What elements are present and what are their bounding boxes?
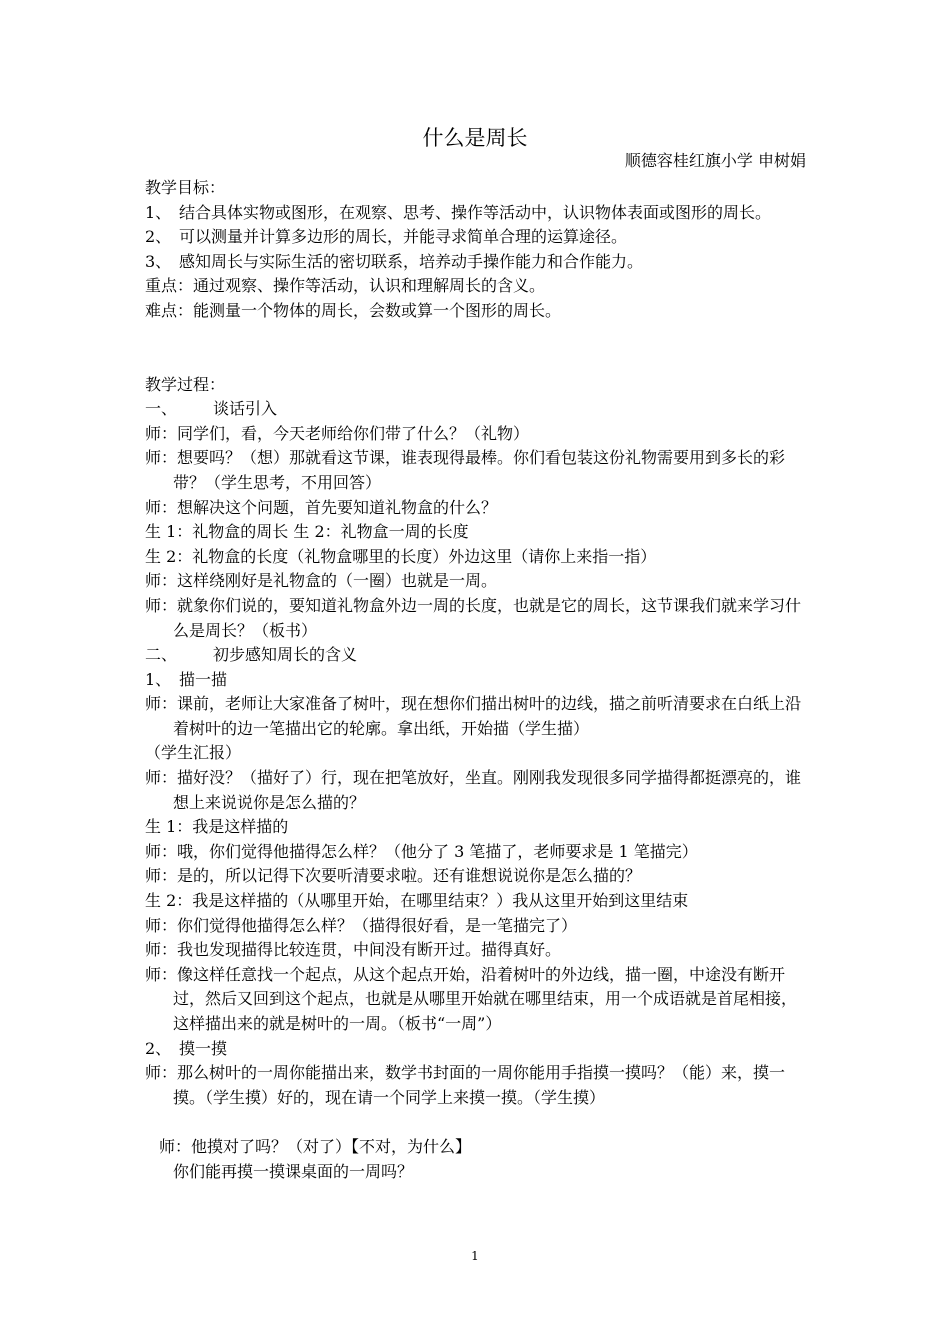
goal-number: 1、 xyxy=(145,202,172,222)
subsection-title: 描一描 xyxy=(179,669,228,689)
dialogue-line: 师：想要吗？（想）那就看这节课，谁表现得最棒。你们看包装这份礼物需要用到多长的彩带？（学生思考，不用回答） xyxy=(145,448,786,492)
dialogue-line: 师：你们觉得他描得怎么样？（描得很好看，是一笔描完了） xyxy=(145,915,578,935)
dialogue-line: 生 1：我是这样描的 xyxy=(145,817,289,837)
goal-item xyxy=(145,201,810,226)
page-number: 1 xyxy=(471,1249,479,1263)
section-title: 初步感知周长的含义 xyxy=(213,645,358,665)
document-title: 什么是周长 xyxy=(422,126,528,150)
subsection-title: 摸一摸 xyxy=(179,1038,228,1058)
dialogue-line: 师：他摸对了吗？（对了）【不对，为什么】 xyxy=(159,1136,472,1156)
dialogue-line: 你们能再摸一摸课桌面的一周吗？ xyxy=(173,1161,414,1181)
document-body xyxy=(145,176,810,1184)
dialogue-line: 生 2：我是这样描的（从哪里开始，在哪里结束？）我从这里开始到这里结束 xyxy=(145,891,689,911)
dialogue-line: 师：就象你们说的，要知道礼物盒外边一周的长度，也就是它的周长，这节课我们就来学习什么是周长？（板书） xyxy=(145,595,802,640)
dialogue-line: 师：同学们，看，今天老师给你们带了什么？（礼物） xyxy=(145,423,530,443)
document-author: 顺德容桂红旗小学 申树娟 xyxy=(624,151,806,170)
difficulty-point: 难点：能测量一个物体的周长，会数或算一个图形的周长。 xyxy=(145,300,562,320)
goal-text: 感知周长与实际生活的密切联系，培养动手操作能力和合作能力。 xyxy=(179,251,644,271)
goal-item xyxy=(145,250,810,275)
goal-item xyxy=(145,225,810,250)
section-number: 二、 xyxy=(145,645,178,665)
spacer xyxy=(145,324,810,373)
subsection-number: 1、 xyxy=(145,669,172,689)
dialogue-line: 师：我也发现描得比较连贯，中间没有断开过。描得真好。 xyxy=(145,940,562,960)
goal-text: 结合具体实物或图形，在观察、思考、操作等活动中，认识物体表面或图形的周长。 xyxy=(179,202,772,222)
dialogue-line: 师：哦，你们觉得他描得怎么样？（他分了 3 笔描了，老师要求是 1 笔描完） xyxy=(145,841,698,861)
goal-number: 3、 xyxy=(145,251,172,271)
dialogue-line: 师：课前，老师让大家准备了树叶，现在想你们描出树叶的边线，描之前听清要求在白纸上沿着树叶的边一笔描出它的轮廓。拿出纸，开始描（学生描） xyxy=(145,694,802,738)
goal-text: 可以测量并计算多边形的周长，并能寻求简单合理的运算途径。 xyxy=(179,227,628,247)
dialogue-line: 生 2：礼物盒的长度（礼物盒哪里的长度）外边这里（请你上来指一指） xyxy=(145,546,657,566)
section-title: 谈话引入 xyxy=(213,399,278,419)
dialogue-line: 生 1：礼物盒的周长 生 2：礼物盒一周的长度 xyxy=(145,522,469,542)
subsection-heading xyxy=(145,1037,810,1062)
section-heading xyxy=(145,397,810,422)
key-point: 重点：通过观察、操作等活动，认识和理解周长的含义。 xyxy=(145,276,546,296)
dialogue-line: 师：这样绕刚好是礼物盒的（一圈）也就是一周。 xyxy=(145,571,498,591)
subsection-heading xyxy=(145,668,810,693)
dialogue-line: 师：那么树叶的一周你能描出来，数学书封面的一周你能用手指摸一摸吗？（能）来，摸一摸。（学生摸）好的，现在请一个同学上来摸一摸。（学生摸） xyxy=(145,1063,786,1107)
dialogue-line: （学生汇报） xyxy=(145,743,242,763)
dialogue-line: 师：想解决这个问题，首先要知道礼物盒的什么？ xyxy=(145,497,498,517)
spacer xyxy=(145,1110,810,1135)
dialogue-line: 师：是的，所以记得下次要听清要求啦。还有谁想说说你是怎么描的？ xyxy=(145,866,642,886)
dialogue-line: 师：像这样任意找一个起点，从这个起点开始，沿着树叶的外边线，描一圈，中途没有断开过，然后又回到这个起点，也就是从哪里开始就在哪里结束，用一个成语就是首尾相接，这样描出来的就是树叶的一周。（板书“一周”） xyxy=(145,964,798,1033)
subsection-number: 2、 xyxy=(145,1038,172,1058)
section-heading xyxy=(145,643,810,668)
section-number: 一、 xyxy=(145,399,178,419)
dialogue-line: 师：描好没？（描好了）行，现在把笔放好，坐直。刚刚我发现很多同学描得都挺漂亮的，谁想上来说说你是怎么描的？ xyxy=(145,768,802,812)
process-heading: 教学过程： xyxy=(145,374,226,394)
goals-heading: 教学目标： xyxy=(145,178,226,197)
goal-number: 2、 xyxy=(145,227,172,247)
